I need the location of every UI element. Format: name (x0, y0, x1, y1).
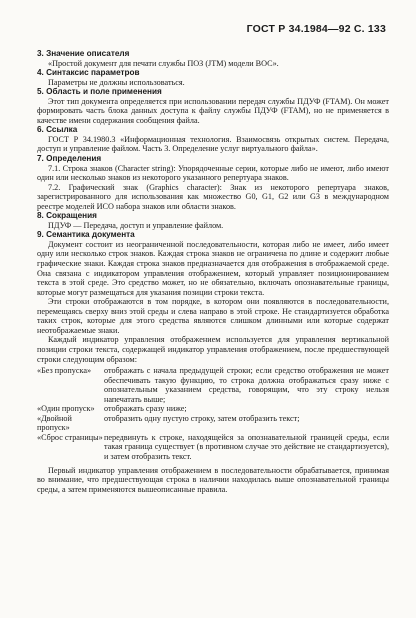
document-body (37, 49, 389, 494)
definition-term: «Сброс страницы» (37, 432, 103, 442)
section-paragraph: Параметры не должны использоваться. (48, 77, 185, 87)
section-9 (37, 230, 389, 364)
page-header: ГОСТ Р 34.1984—92 С. 133 (246, 23, 386, 35)
definition-row (37, 414, 389, 433)
section-paragraph: ПДУФ — Передача, доступ и управление файлом. (48, 220, 224, 230)
definition-list (37, 366, 389, 461)
section-heading: 4. Синтаксис параметров (37, 68, 140, 78)
definition-row (37, 404, 389, 414)
section-6 (37, 125, 389, 154)
section-heading: 5. Область и поле применения (37, 87, 162, 97)
definition-term: «Без пропуска» (37, 366, 92, 376)
section-paragraph: 7.1. Строка знаков (Character string): Упорядоченные серии, которые либо не имеют, либо имеют один или несколько знаков из некоторого указанного репертуара знаков. (37, 163, 389, 183)
section-8 (37, 211, 389, 230)
section-paragraph: Каждый индикатор управления отображением используется для управления вертикальной позиции строки текста, содержащей индикатор управления отображением, после предшествующей строки следующим образом: (37, 335, 389, 364)
section-4 (37, 68, 389, 87)
section-3 (37, 49, 389, 68)
section-heading: 9. Семантика документа (37, 230, 135, 240)
definition-text: передвинуть к строке, находящейся за опознавательной границей среды, если такая граница существует (в противном случае это действие не стандартизуется), и затем отобразить текст. (104, 432, 389, 461)
definition-row (37, 433, 389, 462)
section-7 (37, 154, 389, 211)
definition-text: отобразить одну пустую строку, затем отобразить текст; (104, 413, 300, 423)
section-heading: 8. Сокращения (37, 211, 97, 221)
section-heading: 3. Значение описателя (37, 49, 130, 58)
section-paragraph: ГОСТ Р 34.1980.3 «Информационная технология. Взаимосвязь открытых систем. Передача, доступ и управление файлом. Часть 3. Определение услуг виртуального файла». (37, 134, 389, 154)
definition-text: отображать сразу ниже; (104, 404, 187, 414)
section-heading: 7. Определения (37, 154, 102, 164)
definition-row (37, 366, 389, 404)
section-paragraph: Этот тип документа определяется при использовании передач службы ПДУФ (FTAM). Он может формировать часть блока данных доступа к файлу службы ПДУФ (FTAM), но не применяется в качестве имени содержания сообщения файла. (37, 96, 389, 125)
section-heading: 6. Ссылка (37, 125, 78, 135)
definition-term: «Один пропуск» (37, 404, 95, 414)
section-paragraph: «Простой документ для печати службы ПОЗ (JTM) модели ВОС». (48, 58, 279, 68)
section-paragraph: Эти строки отображаются в том порядке, в котором они появляются в последовательности, перемещаясь сверху вниз этой среды и слева направо в этой строке. Не стандартизуется обработка таких строк, которые для этого средства являются слишком длинными или которые содержат неотображаемые знаки. (37, 297, 389, 335)
section-5 (37, 87, 389, 125)
section-paragraph: Документ состоит из неограниченной последовательности, которая либо не имеет, либо имеет одну или несколько строк знаков. Каждая строка знаков не ограничена по длине и содержит любые графические знаки. Каждая строка знаков предназначается для отображения в отображаемой среде. Она связана с индикатором управления отображением, который управляет позиционированием текста в этой среде. Это средство может, но не обязательно, включать опознавательные границы, которые могут размещаться для указания позиции строки текста. (37, 239, 389, 297)
definition-text: отображать с начала предыдущей строки; если средство отображения не может обеспечивать такую функцию, то строка должна отображаться сразу ниже с опознательным указанием средства, говорящим, что эту строку нельзя напечатать выше; (104, 366, 389, 404)
section-paragraph: 7.2. Графический знак (Graphics character): Знак из некоторого репертуара знаков, зарегистрированного для использования как множество G0, G1, G2 или G3 в международном реестре моделей ИСО набора знаков или области знаков. (37, 182, 389, 211)
definition-term: «Двойной пропуск» (37, 413, 72, 433)
closing-paragraph: Первый индикатор управления отображением в последовательности обрабатывается, принимая во внимание, что предшествующая строка в наличии находилась выше опознавательной границы среды, а затем применяются вышеописанные правила. (37, 465, 389, 494)
